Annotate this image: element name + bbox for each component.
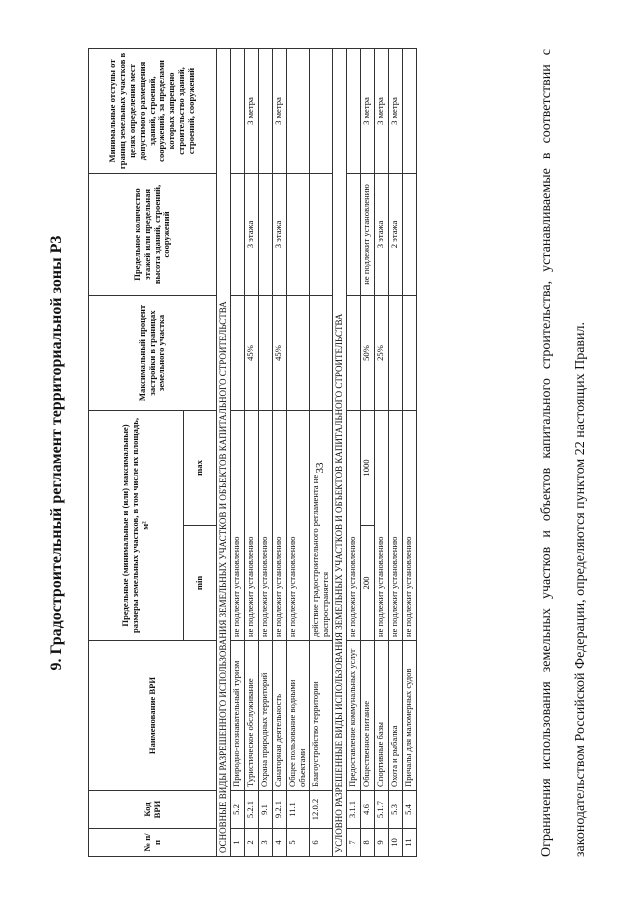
rows-conditional xyxy=(346,48,416,856)
table-row xyxy=(360,48,374,856)
header-max: max xyxy=(184,410,217,525)
row-setback xyxy=(309,48,332,173)
row-floors xyxy=(231,173,245,295)
row-floors: 3 этажа xyxy=(245,173,259,295)
row-build-percent xyxy=(402,295,416,410)
row-setback: 3 метра xyxy=(388,48,402,173)
table-row xyxy=(388,48,402,856)
row-name: Общественное питание xyxy=(360,640,374,790)
table-row xyxy=(374,48,388,856)
row-size-max: 1000 xyxy=(360,410,374,525)
row-build-percent xyxy=(231,295,245,410)
row-name: Санаторная деятельность xyxy=(273,640,287,790)
row-floors: 3 этажа xyxy=(273,173,287,295)
row-setback xyxy=(231,48,245,173)
row-number: 11 xyxy=(402,828,416,856)
row-floors xyxy=(309,173,332,295)
header-code: Код ВРИ xyxy=(89,790,217,828)
row-floors xyxy=(259,173,273,295)
row-name: Спортивные базы xyxy=(374,640,388,790)
table-row xyxy=(402,48,416,856)
row-build-percent: 45% xyxy=(273,295,287,410)
row-name: Охрана природных территорий xyxy=(259,640,273,790)
row-number: 7 xyxy=(346,828,360,856)
row-build-percent: 45% xyxy=(245,295,259,410)
row-code: 4.6 xyxy=(360,790,374,828)
row-name: Благоустройство территории xyxy=(309,640,332,790)
row-code: 5.3 xyxy=(388,790,402,828)
row-number: 8 xyxy=(360,828,374,856)
row-size: не подлежит установлению xyxy=(273,410,287,640)
page-title: 9. Градостроительный регламент территориальной зоны Р3 xyxy=(48,235,65,670)
row-size: действие градостроительного регламента не распространяется xyxy=(309,410,332,640)
row-size: не подлежит установлению xyxy=(231,410,245,640)
row-setback xyxy=(402,48,416,173)
row-number: 10 xyxy=(388,828,402,856)
row-size: не подлежит установлению xyxy=(374,410,388,640)
row-code: 5.1.7 xyxy=(374,790,388,828)
table-row xyxy=(259,48,273,856)
row-size: не подлежит установлению xyxy=(402,410,416,640)
row-floors xyxy=(287,173,310,295)
header-name: Наименование ВРИ xyxy=(89,640,217,790)
row-number: 2 xyxy=(245,828,259,856)
row-build-percent xyxy=(259,295,273,410)
table-row xyxy=(309,48,332,856)
footer-text: Ограничения использования земельных участков и объектов капитального строительства, устанавливаемые в соответствии с законодательством Российской Федерации, определяются пунктом 22 настоящих Правил. xyxy=(539,48,588,857)
row-build-percent xyxy=(309,295,332,410)
row-number: 1 xyxy=(231,828,245,856)
row-floors xyxy=(346,173,360,295)
row-number: 4 xyxy=(273,828,287,856)
row-setback xyxy=(259,48,273,173)
row-code: 5.2 xyxy=(231,790,245,828)
row-build-percent xyxy=(346,295,360,410)
table-row xyxy=(287,48,310,856)
row-number: 9 xyxy=(374,828,388,856)
row-floors: не подлежит установлению xyxy=(360,173,374,295)
row-setback: 3 метра xyxy=(374,48,388,173)
row-code: 9.2.1 xyxy=(273,790,287,828)
row-build-percent xyxy=(388,295,402,410)
row-number: 3 xyxy=(259,828,273,856)
header-floors: Предельное количество этажей или предельная высота зданий, строений, сооружений xyxy=(89,173,217,295)
header-num: № п/п xyxy=(89,828,217,856)
row-setback: 3 метра xyxy=(273,48,287,173)
row-build-percent xyxy=(287,295,310,410)
row-code: 11.1 xyxy=(287,790,310,828)
row-number: 6 xyxy=(309,828,332,856)
rows-main xyxy=(231,48,333,856)
row-code: 5.2.1 xyxy=(245,790,259,828)
row-code: 5.4 xyxy=(402,790,416,828)
row-name: Предоставление коммунальных услуг xyxy=(346,640,360,790)
table-row xyxy=(273,48,287,856)
row-number: 5 xyxy=(287,828,310,856)
row-size: не подлежит установлению xyxy=(346,410,360,640)
row-setback xyxy=(346,48,360,173)
row-floors: 3 этажа xyxy=(374,173,388,295)
row-code: 3.1.1 xyxy=(346,790,360,828)
row-size-min: 200 xyxy=(360,525,374,640)
row-build-percent: 50% xyxy=(360,295,374,410)
row-build-percent: 25% xyxy=(374,295,388,410)
row-size: не подлежит установлению xyxy=(388,410,402,640)
row-setback: 3 метра xyxy=(245,48,259,173)
section-conditional: УСЛОВНО РАЗРЕШЕННЫЕ ВИДЫ ИСПОЛЬЗОВАНИЯ ЗЕМЕЛЬНЫХ УЧАСТКОВ И ОБЪЕКТОВ КАПИТАЛЬНОГО СТРОИТЕЛЬСТВА xyxy=(332,48,346,856)
row-name: Причалы для маломерных судов xyxy=(402,640,416,790)
header-build: Максимальный процент застройки в границах земельного участка xyxy=(89,295,217,410)
page-number: 33 xyxy=(314,462,326,474)
row-code: 12.0.2 xyxy=(309,790,332,828)
row-setback: 3 метра xyxy=(360,48,374,173)
header-size: Предельные (минимальные и (или) максимальные) размеры земельных участков, в том числе их площадь, м² xyxy=(89,410,184,640)
row-setback xyxy=(287,48,310,173)
table-row xyxy=(231,48,245,856)
rotated-page xyxy=(20,3,620,903)
row-name: Природно-познавательный туризм xyxy=(231,640,245,790)
row-floors: 2 этажа xyxy=(388,173,402,295)
row-code: 9.1 xyxy=(259,790,273,828)
row-name: Охота и рыбалка xyxy=(388,640,402,790)
table-row xyxy=(346,48,360,856)
regulation-table xyxy=(88,47,417,856)
header-setback: Минимальные отступы от границ земельных участков в целях определения мест допустимого размещения зданий, строений, сооружений, за пределами которых запрещено строительство зданий, строений, сооружений xyxy=(89,48,217,173)
row-size: не подлежит установлению xyxy=(259,410,273,640)
table-row xyxy=(245,48,259,856)
row-name: Общее пользование водными объектами xyxy=(287,640,310,790)
section-main: ОСНОВНЫЕ ВИДЫ РАЗРЕШЕННОГО ИСПОЛЬЗОВАНИЯ ЗЕМЕЛЬНЫХ УЧАСТКОВ И ОБЪЕКТОВ КАПИТАЛЬНОГО СТРОИТЕЛЬСТВА xyxy=(217,48,231,856)
row-name: Туристическое обслуживание xyxy=(245,640,259,790)
row-size: не подлежит установлению xyxy=(287,410,310,640)
row-size: не подлежит установлению xyxy=(245,410,259,640)
header-min: min xyxy=(184,525,217,640)
row-floors xyxy=(402,173,416,295)
